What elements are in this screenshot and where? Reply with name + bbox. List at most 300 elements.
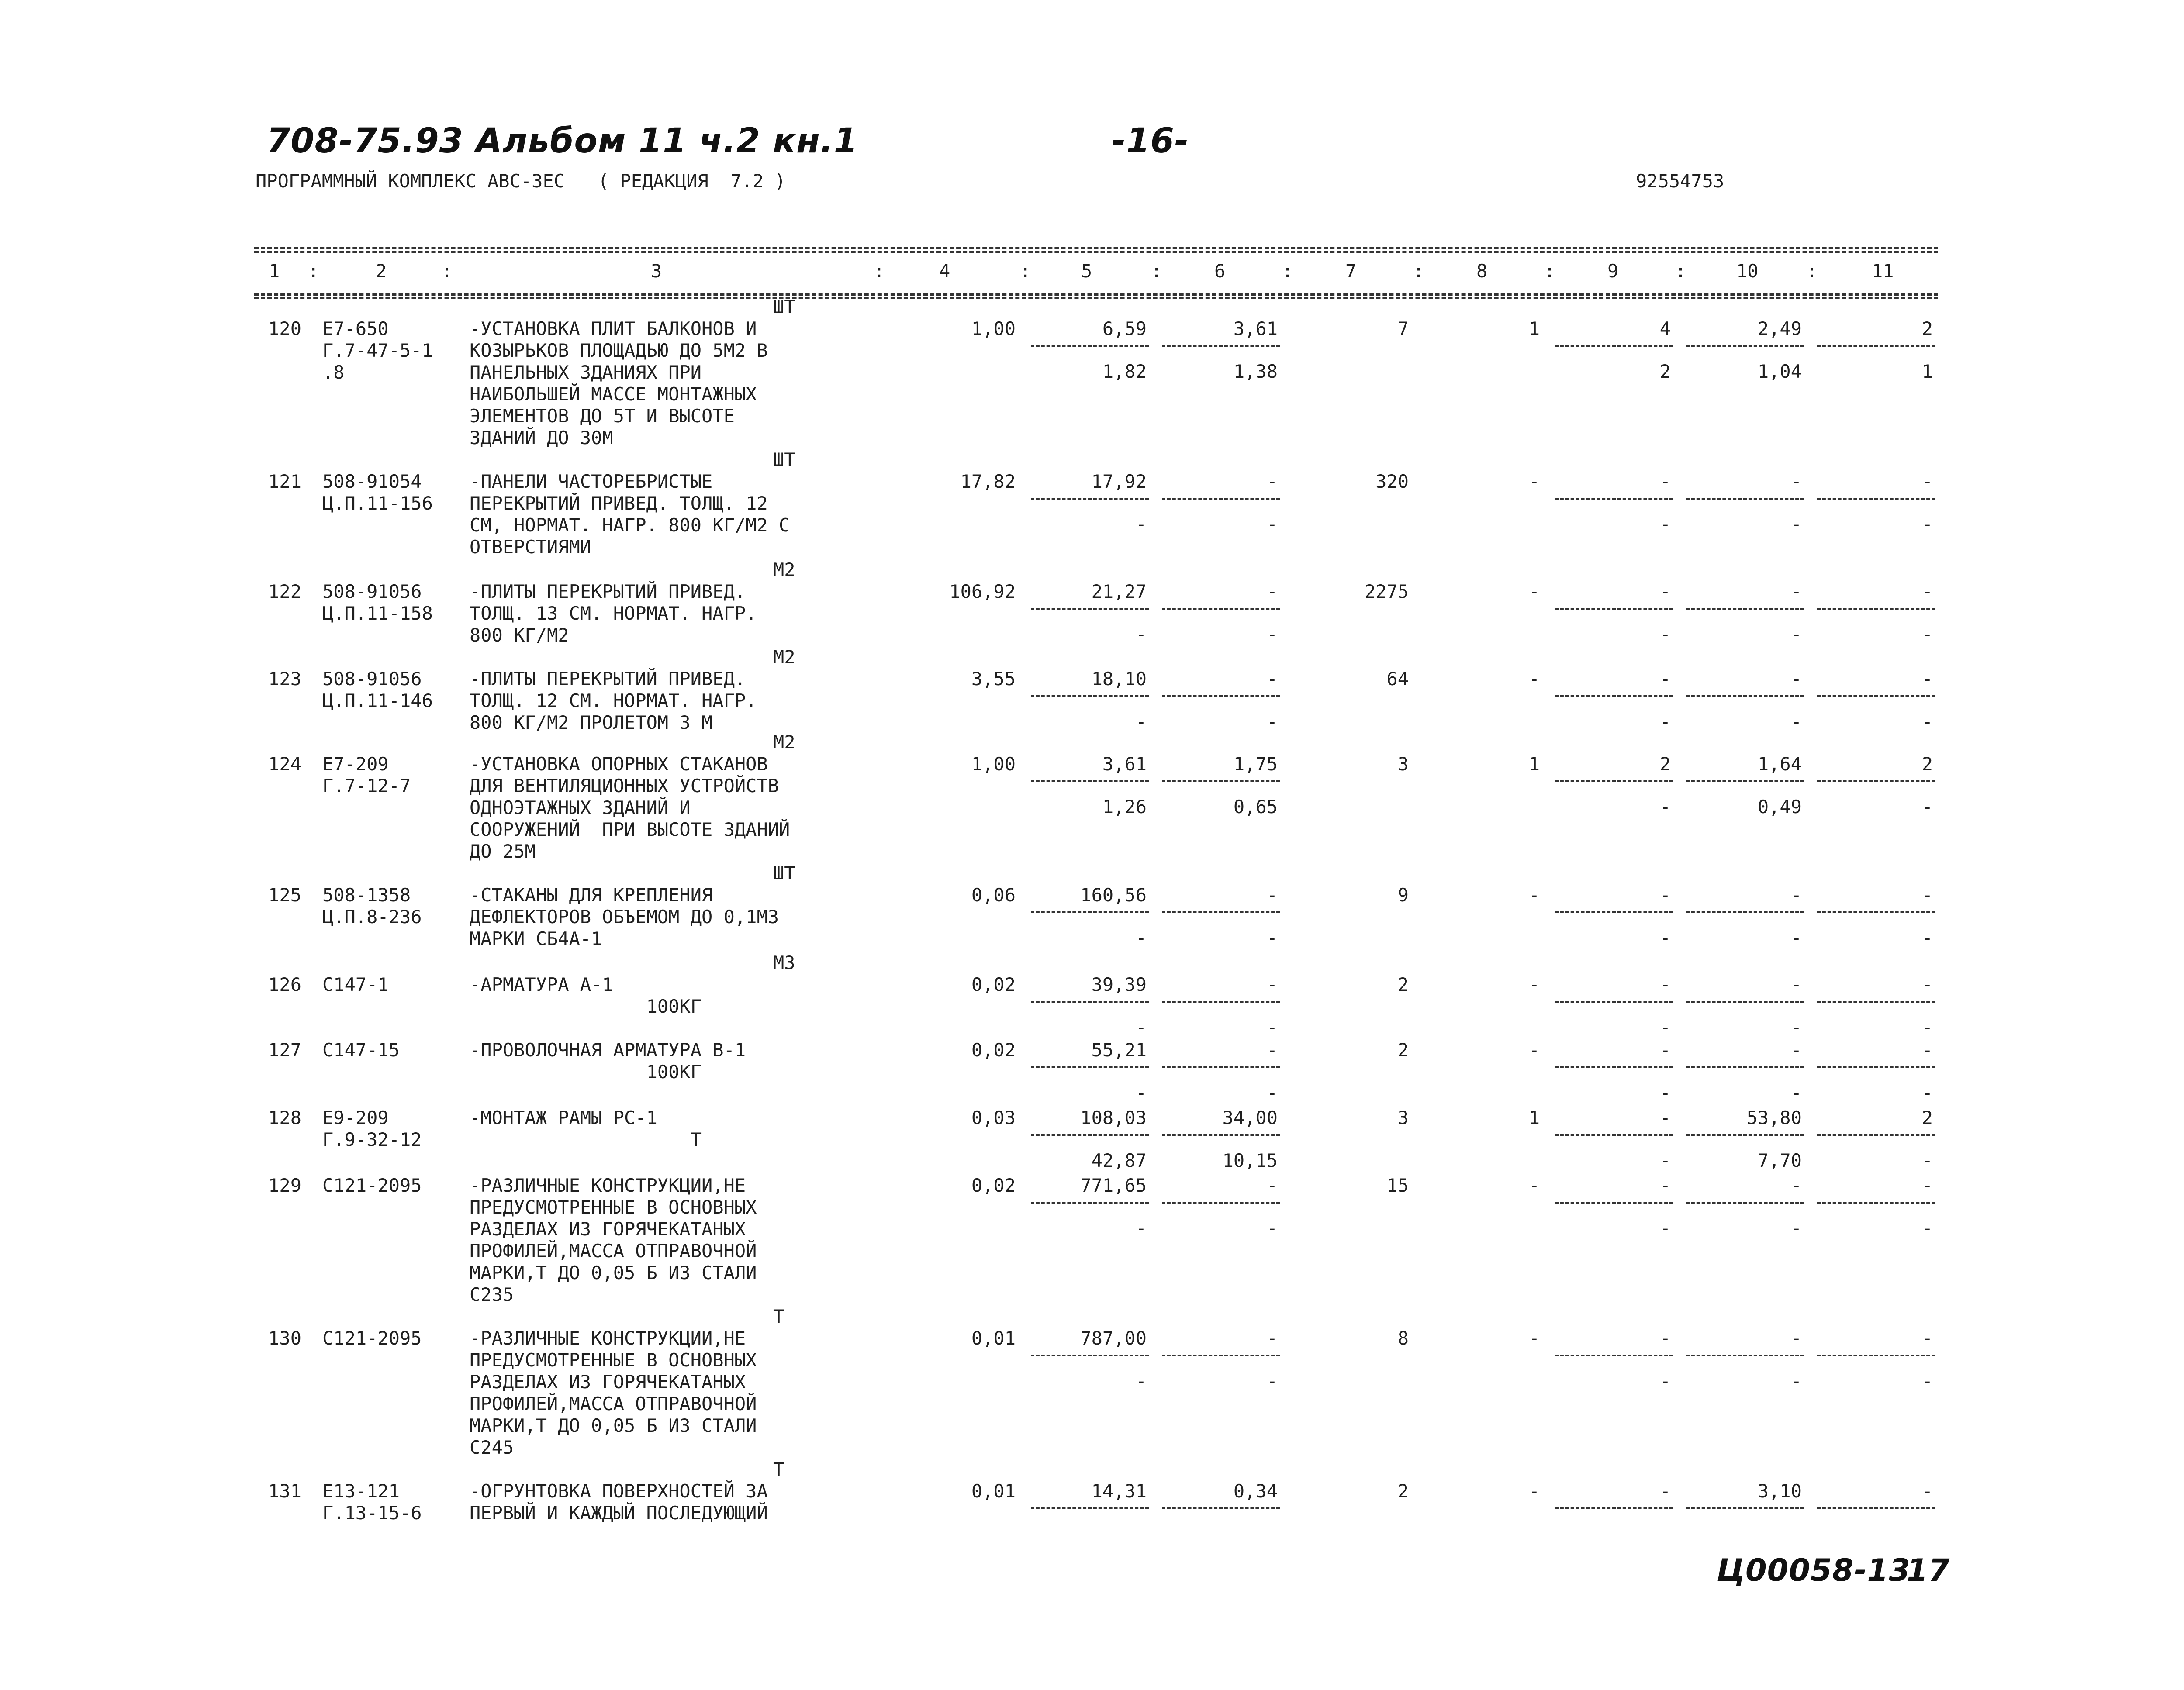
row-c6-value: 0,34 [1233,1480,1278,1502]
row-description: -МОНТАЖ РАМЫ РС-1 [470,1107,657,1128]
value-separator-rule [1162,780,1280,782]
row-number: 123 [268,668,301,690]
value-separator-rule [1555,780,1673,782]
row-c11-second-value: - [1921,927,1933,948]
row-col7-value: 64 [1386,668,1409,690]
row-description: ПРЕДУСМОТРЕННЫЕ В ОСНОВНЫХ [470,1197,757,1218]
row-c10-value: 2,49 [1757,318,1802,339]
row-c10-value: - [1790,1328,1802,1349]
column-header-7: 7 [1345,260,1357,282]
row-code: Г.7-12-7 [322,775,411,797]
row-description: РАЗДЕЛАХ ИЗ ГОРЯЧЕКАТАНЫХ [470,1218,746,1240]
row-description: 800 КГ/М2 [470,624,569,646]
row-col8-value: 1 [1528,318,1540,339]
row-description: -АРМАТУРА А-1 [470,974,613,995]
row-c6-second-value: 0,65 [1233,796,1278,817]
row-col4-value: 0,02 [971,1039,1016,1061]
value-separator-rule [1031,345,1149,347]
row-col8-value: - [1528,668,1540,690]
row-col4-value: 1,00 [971,753,1016,775]
row-c5-value: 3,61 [1102,753,1147,775]
row-c9-second-value: - [1659,796,1671,817]
value-separator-rule [1686,498,1804,500]
row-description: -УСТАНОВКА ПЛИТ БАЛКОНОВ И [470,318,757,339]
row-c5-value: 17,92 [1091,471,1147,492]
row-col8-value: 1 [1528,1107,1540,1128]
column-separator: : [308,260,319,282]
row-col7-value: 3 [1397,753,1409,775]
handwritten-archive-code: Ц00058-13 [1717,1552,1911,1588]
row-c11-value: - [1921,668,1933,690]
row-description: -ОГРУНТОВКА ПОВЕРХНОСТЕЙ ЗА [470,1480,768,1502]
row-description: ТОЛЩ. 12 СМ. НОРМАТ. НАГР. [470,690,757,711]
column-separator: : [1020,260,1031,282]
row-unit: М2 [773,731,795,753]
row-c10-second-value: - [1790,1217,1802,1239]
row-c11-value: 2 [1921,318,1933,339]
row-c5-second-value: - [1135,1370,1147,1392]
value-separator-rule [1162,1507,1280,1509]
row-code: Е7-209 [322,753,389,775]
row-number: 124 [268,753,301,775]
value-separator-rule [1555,1355,1673,1356]
row-description: -ПАНЕЛИ ЧАСТОРЕБРИСТЫЕ [470,471,713,492]
row-description: -ПРОВОЛОЧНАЯ АРМАТУРА В-1 [470,1039,746,1061]
row-col8-value: - [1528,1175,1540,1196]
row-c5-second-value: 1,26 [1102,796,1147,817]
row-code: С121-2095 [322,1175,422,1196]
value-separator-rule [1686,608,1804,610]
value-separator-rule [1555,911,1673,913]
row-c9-value: - [1659,668,1671,690]
value-separator-rule [1031,1134,1149,1136]
doc-code: 92554753 [1636,170,1724,192]
column-header-11: 11 [1872,260,1894,282]
row-c11-value: - [1921,1480,1933,1502]
row-description: Т [470,1129,702,1150]
row-c9-value: - [1659,1328,1671,1349]
row-c10-second-value: 0,49 [1757,796,1802,817]
row-description: -РАЗЛИЧНЫЕ КОНСТРУКЦИИ,НЕ [470,1328,746,1349]
row-code: Ц.П.8-236 [322,906,422,928]
page-number: -16- [1112,121,1189,161]
row-c6-value: - [1266,581,1278,602]
column-separator: : [1282,260,1293,282]
row-c6-second-value: 1,38 [1233,361,1278,382]
value-separator-rule [1555,1507,1673,1509]
value-separator-rule [1555,498,1673,500]
row-col4-value: 0,02 [971,1175,1016,1196]
row-code: 508-1358 [322,884,411,906]
row-code: .8 [322,362,345,383]
value-separator-rule [1817,695,1935,697]
value-separator-rule [1555,1001,1673,1003]
row-c10-value: - [1790,884,1802,906]
row-code: Ц.П.11-158 [322,603,433,624]
row-number: 126 [268,974,301,995]
row-code: Ц.П.11-156 [322,493,433,514]
value-separator-rule [1555,1134,1673,1136]
value-separator-rule [1162,1202,1280,1204]
row-number: 121 [268,471,301,492]
row-description: ПАНЕЛЬНЫХ ЗДАНИЯХ ПРИ [470,362,702,383]
column-separator: : [1413,260,1424,282]
row-c5-value: 55,21 [1091,1039,1147,1061]
row-c11-value: - [1921,471,1933,492]
row-c11-value: - [1921,974,1933,995]
row-description: ПЕРЕКРЫТИЙ ПРИВЕД. ТОЛЩ. 12 [470,493,768,514]
row-description: ДО 25М [470,841,536,862]
row-c9-value: - [1659,974,1671,995]
row-col4-value: 0,06 [971,884,1016,906]
value-separator-rule [1162,1066,1280,1068]
row-c5-second-value: - [1135,927,1147,948]
column-header-2: 2 [376,260,387,282]
row-c5-value: 18,10 [1091,668,1147,690]
row-c10-second-value: - [1790,514,1802,535]
row-c10-value: - [1790,668,1802,690]
row-description: МАРКИ СБ4А-1 [470,928,602,949]
row-col4-value: 1,00 [971,318,1016,339]
row-description: НАИБОЛЬШЕЙ МАССЕ МОНТАЖНЫХ [470,383,757,405]
value-separator-rule [1686,911,1804,913]
row-col8-value: - [1528,581,1540,602]
row-number: 122 [268,581,301,602]
row-description: ОДНОЭТАЖНЫХ ЗДАНИЙ И [470,797,691,818]
row-c9-second-value: - [1659,711,1671,732]
row-col8-value: 1 [1528,753,1540,775]
row-code: Е9-209 [322,1107,389,1128]
value-separator-rule [1031,695,1149,697]
value-separator-rule [1686,1001,1804,1003]
row-description: МАРКИ,Т ДО 0,05 Б ИЗ СТАЛИ [470,1415,757,1436]
row-description: ПРЕДУСМОТРЕННЫЕ В ОСНОВНЫХ [470,1349,757,1371]
row-c9-value: - [1659,471,1671,492]
row-c10-second-value: - [1790,624,1802,645]
row-c11-second-value: - [1921,1017,1933,1038]
row-c6-second-value: - [1266,1082,1278,1104]
row-code: Г.9-32-12 [322,1129,422,1150]
row-c10-value: 1,64 [1757,753,1802,775]
row-c10-second-value: 1,04 [1757,361,1802,382]
value-separator-rule [1686,1066,1804,1068]
row-c5-value: 771,65 [1080,1175,1147,1196]
row-description: ДЛЯ ВЕНТИЛЯЦИОННЫХ УСТРОЙСТВ [470,775,779,797]
value-separator-rule [1817,780,1935,782]
column-separator: : [441,260,453,282]
value-separator-rule [1031,1001,1149,1003]
column-header-10: 10 [1736,260,1759,282]
row-c5-value: 21,27 [1091,581,1147,602]
row-c9-value: - [1659,1107,1671,1128]
row-description: ТОЛЩ. 13 СМ. НОРМАТ. НАГР. [470,603,757,624]
row-c6-value: 3,61 [1233,318,1278,339]
row-c11-second-value: - [1921,711,1933,732]
row-col4-value: 0,01 [971,1480,1016,1502]
row-c10-second-value: 7,70 [1757,1150,1802,1171]
row-col4-value: 17,82 [960,471,1016,492]
value-separator-rule [1817,498,1935,500]
row-description: ЭЛЕМЕНТОВ ДО 5Т И ВЫСОТЕ [470,405,735,427]
row-c6-value: - [1266,1039,1278,1061]
row-c11-value: - [1921,1175,1933,1196]
row-code: 508-91056 [322,581,422,602]
row-unit: ШТ [773,449,795,470]
row-c9-second-value: - [1659,514,1671,535]
row-description: РАЗДЕЛАХ ИЗ ГОРЯЧЕКАТАНЫХ [470,1371,746,1393]
row-code: С147-15 [322,1039,400,1061]
value-separator-rule [1817,1066,1935,1068]
row-c10-second-value: - [1790,1082,1802,1104]
row-description: С235 [470,1284,514,1305]
row-description: 100КГ [470,996,702,1017]
row-col7-value: 7 [1397,318,1409,339]
row-c6-value: - [1266,1328,1278,1349]
row-c10-second-value: - [1790,1017,1802,1038]
column-separator: : [1806,260,1818,282]
row-c10-value: - [1790,471,1802,492]
row-code: С121-2095 [322,1328,422,1349]
row-c6-value: - [1266,974,1278,995]
value-separator-rule [1555,608,1673,610]
row-c6-second-value: - [1266,1017,1278,1038]
row-c11-second-value: 1 [1921,361,1933,382]
row-c6-value: - [1266,884,1278,906]
row-code: С147-1 [322,974,389,995]
row-c5-value: 160,56 [1080,884,1147,906]
column-separator: : [1544,260,1555,282]
row-c6-value: - [1266,1175,1278,1196]
column-header-1: 1 [269,260,280,282]
row-description: МАРКИ,Т ДО 0,05 Б ИЗ СТАЛИ [470,1262,757,1283]
row-c9-value: 4 [1659,318,1671,339]
row-col8-value: - [1528,974,1540,995]
row-col7-value: 9 [1397,884,1409,906]
row-c5-second-value: - [1135,1217,1147,1239]
column-header-8: 8 [1476,260,1488,282]
row-description: -СТАКАНЫ ДЛЯ КРЕПЛЕНИЯ [470,884,713,906]
row-c5-value: 14,31 [1091,1480,1147,1502]
row-c11-second-value: - [1921,1217,1933,1239]
value-separator-rule [1817,911,1935,913]
handwritten-title: 708-75.93 Альбом 11 ч.2 кн.1 [266,121,858,161]
value-separator-rule [1817,345,1935,347]
row-code: Г.7-47-5-1 [322,340,433,361]
column-header-3: 3 [651,260,662,282]
column-header-6: 6 [1214,260,1226,282]
row-unit: ШТ [773,296,795,317]
row-c9-value: 2 [1659,753,1671,775]
value-separator-rule [1817,1355,1935,1356]
value-separator-rule [1686,695,1804,697]
row-col7-value: 320 [1375,471,1409,492]
value-separator-rule [1162,608,1280,610]
value-separator-rule [1031,608,1149,610]
value-separator-rule [1162,695,1280,697]
row-c6-second-value: - [1266,1217,1278,1239]
row-number: 120 [268,318,301,339]
row-code: Ц.П.11-146 [322,690,433,711]
row-c9-second-value: - [1659,1082,1671,1104]
value-separator-rule [1686,1507,1804,1509]
value-separator-rule [1031,498,1149,500]
row-c5-value: 787,00 [1080,1328,1147,1349]
row-description: СМ, НОРМАТ. НАГР. 800 КГ/М2 С [470,514,790,536]
value-separator-rule [1031,1355,1149,1356]
row-code: Е13-121 [322,1480,400,1502]
row-description: ДЕФЛЕКТОРОВ ОБЪЕМОМ ДО 0,1М3 [470,906,779,928]
row-c9-second-value: - [1659,1217,1671,1239]
value-separator-rule [1686,345,1804,347]
row-c10-value: - [1790,974,1802,995]
row-c11-value: - [1921,884,1933,906]
column-header-4: 4 [939,260,950,282]
row-col7-value: 2 [1397,1039,1409,1061]
row-c9-second-value: - [1659,1150,1671,1171]
row-unit: ШТ [773,862,795,884]
row-unit: М2 [773,646,795,668]
row-c6-value: 1,75 [1233,753,1278,775]
value-separator-rule [1555,1066,1673,1068]
row-col7-value: 2275 [1364,581,1409,602]
row-c5-second-value: - [1135,624,1147,645]
row-col4-value: 0,01 [971,1328,1016,1349]
row-c10-value: 3,10 [1757,1480,1802,1502]
row-code: Е7-650 [322,318,389,339]
row-c5-value: 108,03 [1080,1107,1147,1128]
row-c5-second-value: - [1135,711,1147,732]
row-c11-second-value: - [1921,1082,1933,1104]
row-c9-second-value: - [1659,1370,1671,1392]
row-c10-value: - [1790,1175,1802,1196]
row-c6-value: - [1266,471,1278,492]
row-c11-value: - [1921,1328,1933,1349]
value-separator-rule [1031,780,1149,782]
row-number: 128 [268,1107,301,1128]
row-c6-second-value: - [1266,711,1278,732]
row-c9-value: - [1659,1175,1671,1196]
value-separator-rule [1817,608,1935,610]
row-unit: Т [773,1306,784,1327]
row-c6-second-value: - [1266,927,1278,948]
row-number: 131 [268,1480,301,1502]
value-separator-rule [1817,1507,1935,1509]
row-c10-second-value: - [1790,711,1802,732]
row-c10-value: 53,80 [1746,1107,1802,1128]
row-c5-second-value: - [1135,514,1147,535]
row-c6-value: 34,00 [1222,1107,1278,1128]
value-separator-rule [1031,1202,1149,1204]
row-description: -РАЗЛИЧНЫЕ КОНСТРУКЦИИ,НЕ [470,1175,746,1196]
row-c10-second-value: - [1790,1370,1802,1392]
row-unit: Т [773,1459,784,1480]
value-separator-rule [1686,1355,1804,1356]
value-separator-rule [1162,1001,1280,1003]
column-header-9: 9 [1607,260,1619,282]
row-col8-value: - [1528,884,1540,906]
row-col7-value: 2 [1397,1480,1409,1502]
value-separator-rule [1686,1202,1804,1204]
row-c11-second-value: - [1921,796,1933,817]
row-c5-value: 6,59 [1102,318,1147,339]
row-col7-value: 2 [1397,974,1409,995]
row-description: -ПЛИТЫ ПЕРЕКРЫТИЙ ПРИВЕД. [470,668,746,690]
row-c11-second-value: - [1921,1370,1933,1392]
row-number: 125 [268,884,301,906]
value-separator-rule [1031,1507,1149,1509]
row-c11-value: - [1921,581,1933,602]
row-col8-value: - [1528,1480,1540,1502]
row-c9-second-value: 2 [1659,361,1671,382]
row-number: 127 [268,1039,301,1061]
row-description: С245 [470,1437,514,1458]
value-separator-rule [1555,695,1673,697]
row-col7-value: 8 [1397,1328,1409,1349]
row-c6-second-value: 10,15 [1222,1150,1278,1171]
value-separator-rule [1162,911,1280,913]
row-description: ОТВЕРСТИЯМИ [470,536,591,558]
handwritten-sheet-number: 17 [1907,1552,1950,1588]
row-col8-value: - [1528,471,1540,492]
row-c9-value: - [1659,884,1671,906]
row-c11-second-value: - [1921,514,1933,535]
row-col8-value: - [1528,1328,1540,1349]
row-description: СООРУЖЕНИЙ ПРИ ВЫСОТЕ ЗДАНИЙ [470,819,790,840]
value-separator-rule [1817,1134,1935,1136]
row-description: ПРОФИЛЕЙ,МАССА ОТПРАВОЧНОЙ [470,1240,757,1262]
value-separator-rule [1555,345,1673,347]
row-c9-value: - [1659,581,1671,602]
row-c6-second-value: - [1266,1370,1278,1392]
row-code: Г.13-15-6 [322,1502,422,1524]
column-separator: : [1675,260,1686,282]
row-col8-value: - [1528,1039,1540,1061]
row-description: -ПЛИТЫ ПЕРЕКРЫТИЙ ПРИВЕД. [470,581,746,602]
row-description: ПРОФИЛЕЙ,МАССА ОТПРАВОЧНОЙ [470,1393,757,1414]
row-unit: М2 [773,559,795,580]
row-c10-value: - [1790,1039,1802,1061]
row-c9-value: - [1659,1039,1671,1061]
row-description: КОЗЫРЬКОВ ПЛОЩАДЬЮ ДО 5М2 В [470,340,768,361]
value-separator-rule [1162,498,1280,500]
value-separator-rule [1031,911,1149,913]
row-number: 130 [268,1328,301,1349]
row-unit: М3 [773,952,795,973]
row-c6-second-value: - [1266,624,1278,645]
value-separator-rule [1686,1134,1804,1136]
row-c11-value: 2 [1921,1107,1933,1128]
value-separator-rule [1162,1134,1280,1136]
row-description: 800 КГ/М2 ПРОЛЕТОМ 3 М [470,712,713,733]
row-c11-second-value: - [1921,624,1933,645]
row-c9-second-value: - [1659,1017,1671,1038]
row-col4-value: 0,02 [971,974,1016,995]
row-col4-value: 3,55 [971,668,1016,690]
program-line: ПРОГРАММНЫЙ КОМПЛЕКС АВС-3ЕС ( РЕДАКЦИЯ 7.2 ) [256,170,786,192]
row-c11-value: - [1921,1039,1933,1061]
row-c11-second-value: - [1921,1150,1933,1171]
value-separator-rule [1555,1202,1673,1204]
row-code: 508-91054 [322,471,422,492]
column-header-5: 5 [1081,260,1092,282]
row-c5-second-value: - [1135,1082,1147,1104]
row-number: 129 [268,1175,301,1196]
row-description: ЗДАНИЙ ДО 30М [470,427,613,448]
row-col7-value: 3 [1397,1107,1409,1128]
value-separator-rule [1817,1001,1935,1003]
row-c9-second-value: - [1659,927,1671,948]
row-c5-second-value: 1,82 [1102,361,1147,382]
